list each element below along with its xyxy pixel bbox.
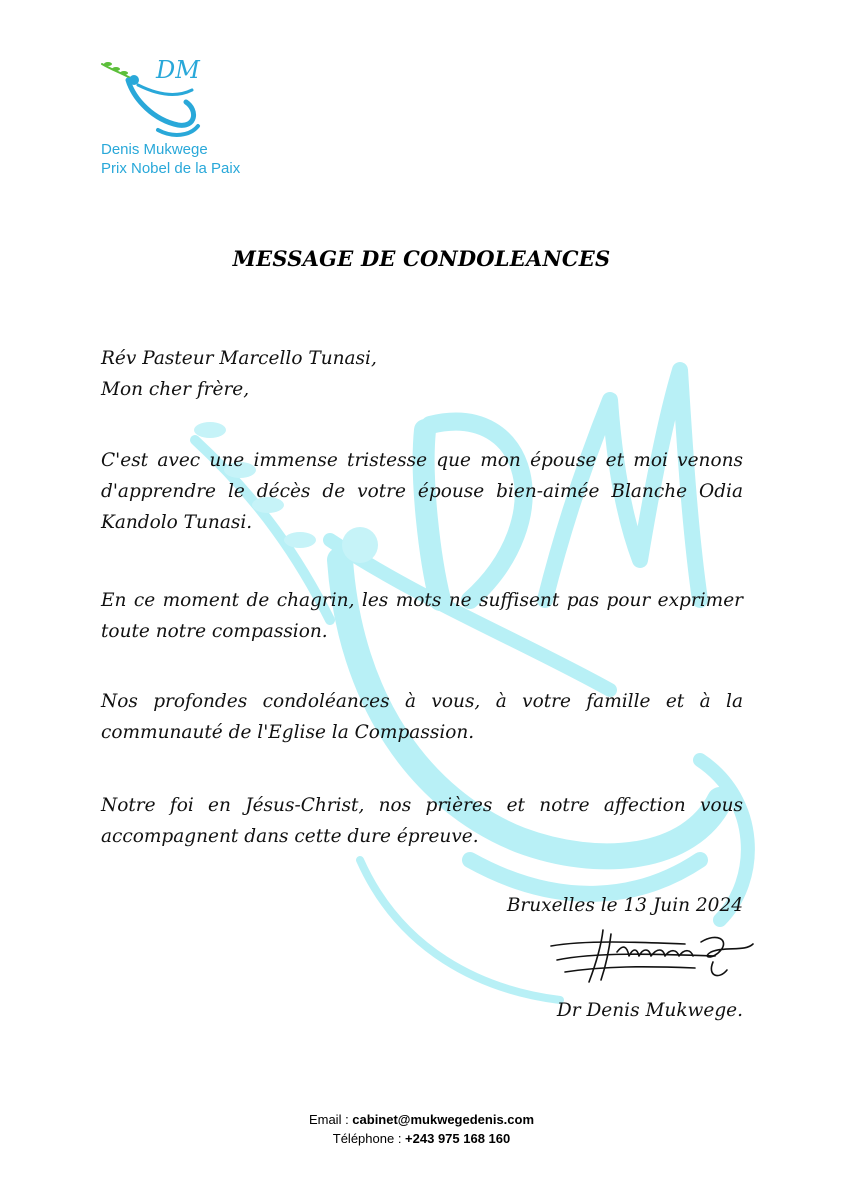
phone-label: Téléphone : <box>332 1131 406 1146</box>
signer-name: Dr Denis Mukwege. <box>556 1000 743 1021</box>
salutation-line-1: Rév Pasteur Marcello Tunasi, <box>101 348 377 369</box>
paragraph-4 <box>101 790 743 852</box>
logo-monogram: DM <box>156 56 200 84</box>
org-subtitle: Prix Nobel de la Paix <box>101 160 241 177</box>
phone-line <box>0 1129 843 1148</box>
paragraph-2-text: En ce moment de chagrin, les mots ne suffisent pas pour exprimer toute notre compassion. <box>101 590 743 642</box>
dove-logo <box>98 50 208 140</box>
email-link[interactable]: cabinet@mukwegedenis.com <box>352 1112 535 1127</box>
paragraph-1 <box>101 445 743 538</box>
salutation-line-2: Mon cher frère, <box>101 379 250 400</box>
email-label: Email : <box>308 1112 353 1127</box>
phone-number: +243 975 168 160 <box>405 1131 511 1146</box>
paragraph-3-text: Nos profondes condoléances à vous, à votre famille et à la communauté de l'Eglise la Compassion. <box>101 691 743 743</box>
salutation <box>101 343 743 405</box>
paragraph-2 <box>101 585 743 647</box>
handwritten-signature <box>545 922 760 992</box>
paragraph-3 <box>101 686 743 748</box>
place-and-date: Bruxelles le 13 Juin 2024 <box>506 895 743 916</box>
org-name: Denis Mukwege <box>101 141 208 158</box>
organization-header <box>101 140 240 178</box>
paragraph-1-text: C'est avec une immense tristesse que mon épouse et moi venons d'apprendre le décès de votre épouse bien-aimée Blanche Odia Kandolo Tunasi. <box>101 450 743 533</box>
paragraph-4-text: Notre foi en Jésus-Christ, nos prières et notre affection vous accompagnent dans cette dure épreuve. <box>101 795 743 847</box>
letter-title: MESSAGE DE CONDOLEANCES <box>232 246 611 271</box>
email-line <box>0 1110 843 1129</box>
contact-footer <box>0 1110 843 1148</box>
